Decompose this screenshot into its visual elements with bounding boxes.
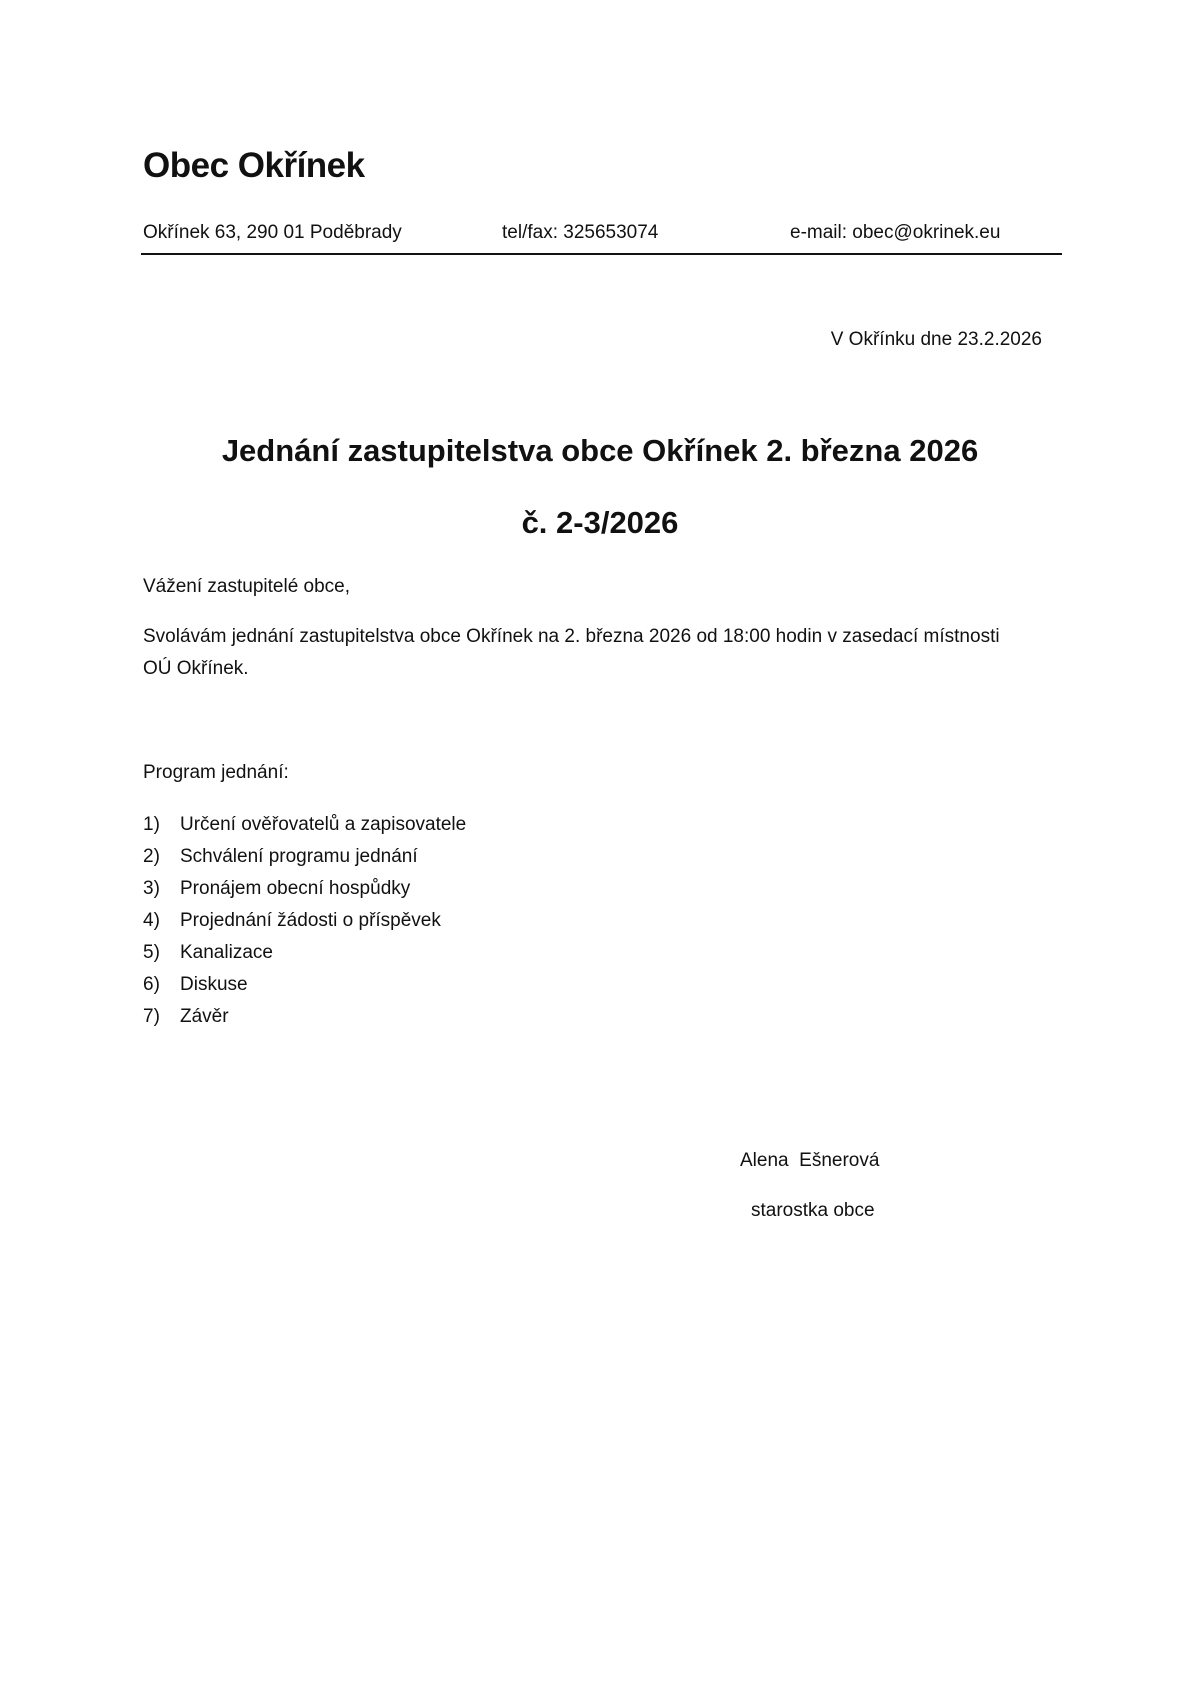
paragraph-line-1: Svolávám jednání zastupitelstva obce Okřínek na 2. března 2026 od 18:00 hodin v zasedací místnosti [143, 626, 1000, 647]
list-item: Závěr [180, 1006, 229, 1027]
list-item-number: 2) [143, 846, 160, 867]
list-item-number: 7) [143, 1006, 160, 1027]
email: e-mail: obec@okrinek.eu [790, 222, 1001, 243]
program-label: Program jednání: [143, 762, 289, 783]
paragraph-line-2: OÚ Okřínek. [143, 658, 249, 679]
document-heading: Jednání zastupitelstva obce Okřínek 2. března 2026 [221, 433, 979, 468]
list-item-number: 5) [143, 942, 160, 963]
municipality-title: Obec Okřínek [143, 146, 365, 185]
list-item: Schválení programu jednání [180, 846, 418, 867]
date-line: V Okřínku dne 23.2.2026 [830, 329, 1042, 350]
list-item-number: 3) [143, 878, 160, 899]
list-item-number: 1) [143, 814, 160, 835]
list-item: Pronájem obecní hospůdky [180, 878, 411, 899]
document-number: č. 2-3/2026 [521, 505, 679, 540]
list-item-number: 4) [143, 910, 160, 931]
list-item: Diskuse [180, 974, 248, 995]
list-item: Určení ověřovatelů a zapisovatele [180, 814, 467, 835]
address: Okřínek 63, 290 01 Poděbrady [143, 222, 402, 243]
signatory-name: Alena Ešnerová [740, 1150, 880, 1171]
header-divider [141, 253, 1062, 255]
list-item-number: 6) [143, 974, 160, 995]
list-item: Kanalizace [180, 942, 273, 963]
list-item: Projednání žádosti o příspěvek [180, 910, 441, 931]
signatory-role: starostka obce [751, 1200, 875, 1221]
phone: tel/fax: 325653074 [502, 222, 659, 243]
greeting: Vážení zastupitelé obce, [143, 576, 351, 597]
